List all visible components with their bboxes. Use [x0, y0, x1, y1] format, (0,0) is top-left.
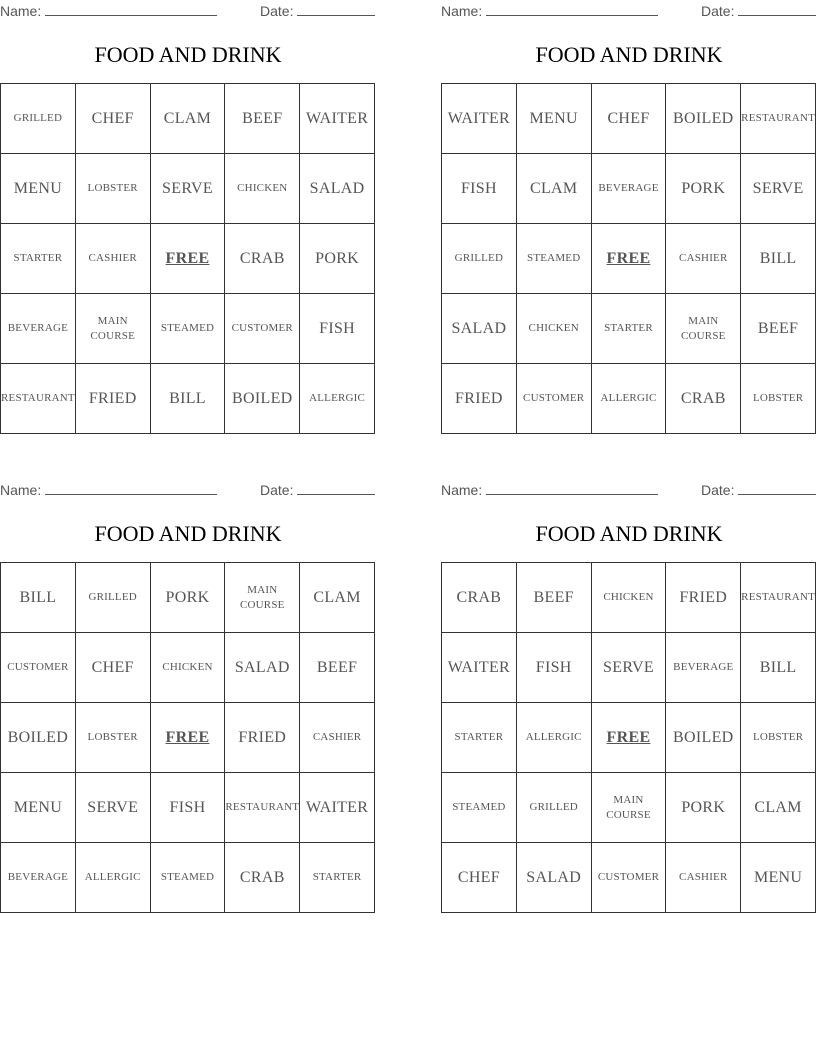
free-space: FREE [592, 703, 667, 773]
bingo-cell: CLAM [741, 773, 816, 843]
bingo-cell: STEAMED [442, 773, 517, 843]
name-label: Name: [0, 3, 42, 19]
bingo-cell: STARTER [442, 703, 517, 773]
bingo-cell: PORK [151, 563, 226, 633]
bingo-cell: SERVE [151, 154, 226, 224]
bingo-cell: CHICKEN [225, 154, 300, 224]
bingo-cell: GRILLED [76, 563, 151, 633]
bingo-cell: FRIED [442, 364, 517, 434]
bingo-cell: MENU [1, 773, 76, 843]
bingo-cell: MAIN COURSE [225, 563, 300, 633]
bingo-cell: CUSTOMER [517, 364, 592, 434]
card-header [0, 481, 376, 499]
card-title: FOOD AND DRINK [535, 521, 723, 546]
bingo-cell: LOBSTER [741, 364, 816, 434]
bingo-cell: CHEF [76, 84, 151, 154]
bingo-cell: CASHIER [666, 843, 741, 913]
bingo-cell: CRAB [225, 843, 300, 913]
bingo-cell: CRAB [225, 224, 300, 294]
bingo-cell: BILL [741, 224, 816, 294]
bingo-cell: STARTER [592, 294, 667, 364]
card-header [441, 481, 816, 499]
bingo-cell: CASHIER [300, 703, 375, 773]
bingo-cell: GRILLED [517, 773, 592, 843]
bingo-cell: CUSTOMER [592, 843, 667, 913]
bingo-cell: BEEF [300, 633, 375, 703]
name-line [486, 15, 658, 16]
bingo-cell: BOILED [225, 364, 300, 434]
bingo-cell: LOBSTER [741, 703, 816, 773]
bingo-cell: MAIN COURSE [666, 294, 741, 364]
date-label: Date: [701, 3, 735, 19]
date-line [738, 15, 816, 16]
bingo-cell: CUSTOMER [1, 633, 76, 703]
bingo-cell: BEVERAGE [592, 154, 667, 224]
name-label: Name: [441, 3, 483, 19]
bingo-cell: STARTER [300, 843, 375, 913]
bingo-cell: BOILED [666, 84, 741, 154]
bingo-cell: SALAD [300, 154, 375, 224]
bingo-cell: SERVE [76, 773, 151, 843]
name-line [486, 494, 658, 495]
bingo-cell: CHICKEN [517, 294, 592, 364]
bingo-cell: FRIED [225, 703, 300, 773]
bingo-grid [441, 562, 816, 913]
bingo-cell: BILL [1, 563, 76, 633]
name-label: Name: [0, 482, 42, 498]
bingo-cell: FISH [300, 294, 375, 364]
name-label: Name: [441, 482, 483, 498]
bingo-cell: RESTAURANT [1, 364, 76, 434]
bingo-cell: ALLERGIC [517, 703, 592, 773]
bingo-cell: MENU [517, 84, 592, 154]
bingo-cell: GRILLED [1, 84, 76, 154]
bingo-cell: PORK [666, 773, 741, 843]
bingo-cell: MAIN COURSE [76, 294, 151, 364]
bingo-cell: CASHIER [666, 224, 741, 294]
card-title: FOOD AND DRINK [535, 42, 723, 67]
bingo-cell: CRAB [442, 563, 517, 633]
bingo-cell: SALAD [225, 633, 300, 703]
bingo-cell: SALAD [517, 843, 592, 913]
card-header [441, 2, 816, 20]
bingo-cell: FISH [442, 154, 517, 224]
bingo-grid [0, 562, 375, 913]
bingo-cell: PORK [300, 224, 375, 294]
bingo-cell: BEEF [517, 563, 592, 633]
bingo-cell: RESTAURANT [741, 563, 816, 633]
bingo-cell: CUSTOMER [225, 294, 300, 364]
bingo-cell: PORK [666, 154, 741, 224]
bingo-cell: BEVERAGE [1, 294, 76, 364]
date-label: Date: [260, 3, 294, 19]
bingo-cell: ALLERGIC [592, 364, 667, 434]
card-title: FOOD AND DRINK [94, 42, 282, 67]
bingo-cell: BEVERAGE [1, 843, 76, 913]
bingo-cell: CLAM [300, 563, 375, 633]
bingo-cell: GRILLED [442, 224, 517, 294]
card-title: FOOD AND DRINK [94, 521, 282, 546]
bingo-cell: SALAD [442, 294, 517, 364]
bingo-cell: CHEF [76, 633, 151, 703]
bingo-cell: FISH [151, 773, 226, 843]
bingo-cell: FRIED [76, 364, 151, 434]
bingo-cell: STEAMED [517, 224, 592, 294]
bingo-card [0, 0, 376, 440]
bingo-cell: STEAMED [151, 294, 226, 364]
name-line [45, 494, 217, 495]
bingo-grid [0, 83, 375, 434]
bingo-cell: FRIED [666, 563, 741, 633]
bingo-cell: LOBSTER [76, 154, 151, 224]
bingo-card [0, 479, 376, 919]
free-space: FREE [151, 224, 226, 294]
bingo-cell: BEEF [225, 84, 300, 154]
free-space: FREE [592, 224, 667, 294]
bingo-cell: RESTAURANT [225, 773, 300, 843]
bingo-cell: CHEF [592, 84, 667, 154]
bingo-cell: BOILED [1, 703, 76, 773]
bingo-cell: FISH [517, 633, 592, 703]
card-header [0, 2, 376, 20]
bingo-cell: BILL [741, 633, 816, 703]
bingo-card [441, 0, 816, 440]
bingo-cell: LOBSTER [76, 703, 151, 773]
bingo-cell: SERVE [592, 633, 667, 703]
bingo-cell: BEEF [741, 294, 816, 364]
bingo-card [441, 479, 816, 919]
bingo-cell: STEAMED [151, 843, 226, 913]
date-label: Date: [260, 482, 294, 498]
bingo-grid [441, 83, 816, 434]
bingo-cell: CLAM [151, 84, 226, 154]
bingo-cell: BILL [151, 364, 226, 434]
bingo-cell: CHICKEN [151, 633, 226, 703]
date-label: Date: [701, 482, 735, 498]
bingo-cell: STARTER [1, 224, 76, 294]
bingo-cell: ALLERGIC [300, 364, 375, 434]
bingo-cell: CASHIER [76, 224, 151, 294]
bingo-cell: BEVERAGE [666, 633, 741, 703]
bingo-cell: MENU [741, 843, 816, 913]
bingo-cell: WAITER [300, 773, 375, 843]
bingo-cell: MAIN COURSE [592, 773, 667, 843]
bingo-cell: RESTAURANT [741, 84, 816, 154]
bingo-cell: WAITER [442, 633, 517, 703]
bingo-cell: WAITER [442, 84, 517, 154]
bingo-cell: CHEF [442, 843, 517, 913]
free-space: FREE [151, 703, 226, 773]
name-line [45, 15, 217, 16]
bingo-cell: MENU [1, 154, 76, 224]
bingo-cell: ALLERGIC [76, 843, 151, 913]
bingo-cell: CRAB [666, 364, 741, 434]
bingo-cell: SERVE [741, 154, 816, 224]
bingo-cell: CLAM [517, 154, 592, 224]
date-line [297, 15, 375, 16]
bingo-cell: CHICKEN [592, 563, 667, 633]
bingo-cell: BOILED [666, 703, 741, 773]
date-line [738, 494, 816, 495]
bingo-cell: WAITER [300, 84, 375, 154]
date-line [297, 494, 375, 495]
